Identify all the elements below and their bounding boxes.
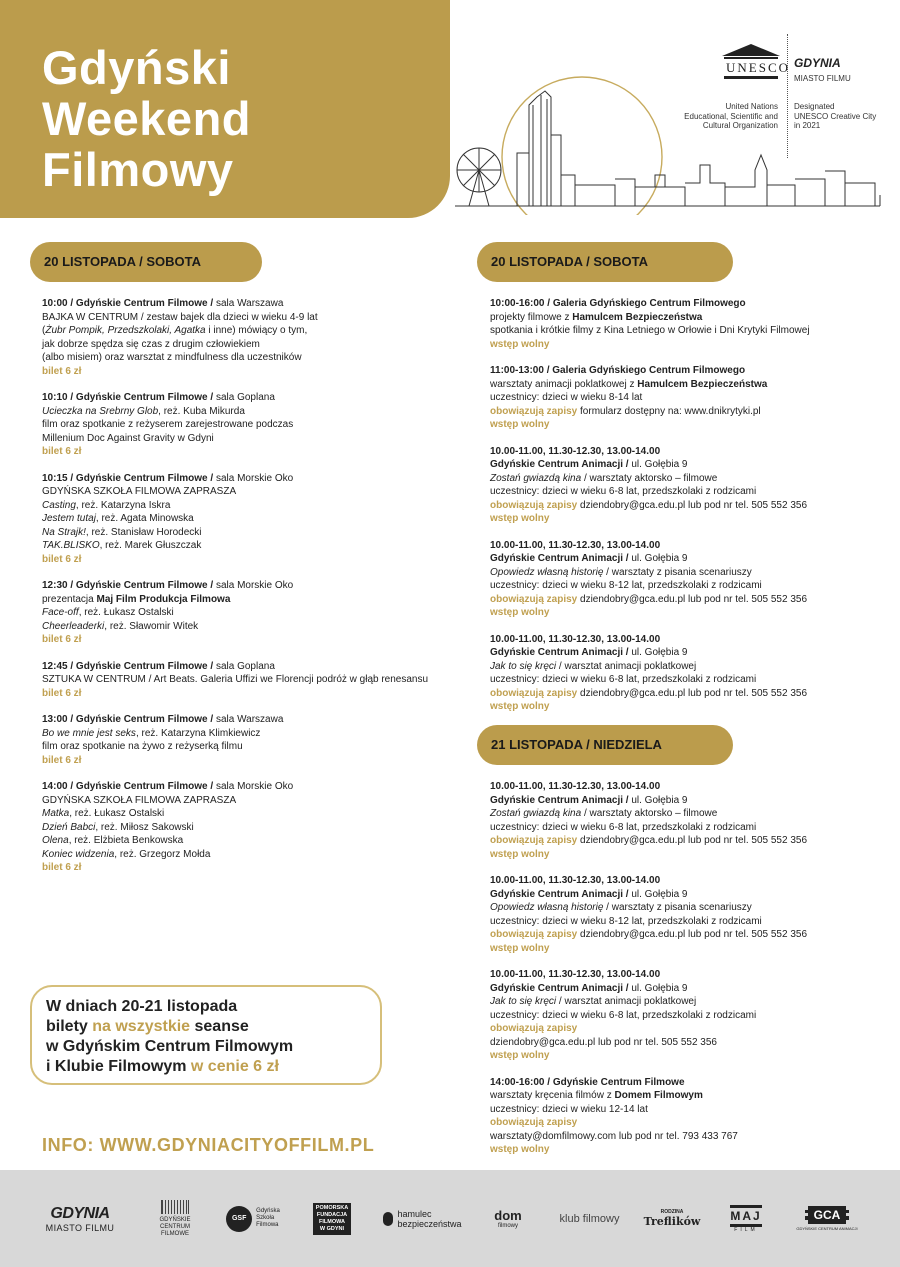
gdynia-miasto-filmu-logo [40, 1170, 120, 1267]
event-line: GDYŃSKA SZKOŁA FILMOWA ZAPRASZA [42, 486, 237, 497]
event-address: ul. Gołębia 9 [628, 647, 688, 658]
event-line [42, 834, 442, 848]
gcf-barcode-icon [161, 1200, 189, 1214]
left-schedule [42, 297, 442, 888]
event-organizer: Maj Film Produkcja Filmowa [96, 593, 231, 605]
logo-text: hamulec [397, 1208, 432, 1219]
gdynska-szkola-filmowa-logo [218, 1170, 288, 1267]
event-line [490, 472, 890, 486]
event-title: Opowiedz własną historię [490, 902, 604, 913]
event-organizer: Domem Filmowym [614, 1090, 703, 1101]
event-time: 10.00-11.00, 11.30-12.30, 13.00-14.00 [490, 633, 661, 645]
event-line: warsztaty@domfilmowy.com lub pod nr tel. 793 433 767 [490, 1130, 738, 1142]
event-text: , reż. Grzegorz Mołda [114, 848, 211, 860]
logo-block [313, 1203, 351, 1235]
event-place: Gdyńskie Centrum Animacji / [490, 982, 629, 994]
event-line [42, 620, 442, 634]
event-line [490, 566, 890, 580]
event-line [42, 499, 442, 513]
event-line [42, 606, 442, 620]
event-text: dziendobry@gca.edu.pl lub pod nr tel. 505 552 356 [577, 593, 808, 605]
event-item [490, 364, 890, 432]
event-line [490, 593, 890, 607]
title-line: Weekend [42, 92, 251, 145]
event-item [42, 780, 442, 875]
event-line: SZTUKA W CENTRUM / Art Beats. Galeria Uffizi we Florencji podróż w głąb renesansu [42, 674, 429, 685]
event-item [42, 297, 442, 378]
title-line: Gdyński [42, 41, 231, 94]
promo-highlight: w cenie 6 zł [190, 1058, 279, 1075]
right-schedule-saturday [490, 297, 890, 727]
dom-filmowy-logo [488, 1170, 528, 1267]
event-room: sala Goplana [213, 392, 275, 403]
event-line [490, 928, 890, 942]
event-text: , reż. Miłosz Sakowski [95, 821, 194, 833]
logo-text: dom [494, 1208, 522, 1223]
event-line: uczestnicy: dzieci w wieku 6-8 lat, przedszkolaki z rodzicami [490, 1009, 757, 1021]
event-text: dziendobry@gca.edu.pl lub pod nr tel. 505 552 356 [577, 687, 808, 699]
event-title: Zostań gwiazdą kina [490, 808, 582, 819]
logo-text: Filmowa [256, 1222, 279, 1228]
logo-text: bezpieczeństwa [397, 1218, 462, 1229]
free-entry: wstęp wolny [490, 607, 550, 618]
page-title [42, 42, 251, 195]
event-line [490, 1089, 890, 1103]
event-title: Casting [42, 499, 76, 511]
event-line [42, 512, 442, 526]
designation-line: in 2021 [794, 121, 821, 130]
maj-film-logo [726, 1170, 766, 1267]
event-line: uczestnicy: dzieci w wieku 8-14 lat [490, 392, 643, 403]
event-time-place: 11:00-13:00 / Galeria Gdyńskiego Centrum Filmowego [490, 365, 746, 376]
event-text: dziendobry@gca.edu.pl lub pod nr tel. 505 552 356 [577, 929, 808, 940]
event-time-place: 10:10 / Gdyńskie Centrum Filmowe / [42, 392, 214, 403]
logo-text: CENTRUM [160, 1223, 190, 1230]
event-line: uczestnicy: dzieci w wieku 8-12 lat, przedszkolaki z rodzicami [490, 580, 762, 591]
event-item [42, 391, 442, 459]
unesco-creative-city-badge [680, 42, 880, 162]
free-entry: wstęp wolny [490, 942, 550, 954]
logo-text: FUNDACJA [316, 1211, 348, 1218]
gdynskie-centrum-filmowe-logo [150, 1170, 200, 1267]
event-place: Gdyńskie Centrum Animacji / [490, 794, 629, 806]
event-text: / warsztaty z pisania scenariuszy [603, 902, 752, 913]
divider [787, 34, 788, 158]
event-line: (albo misiem) oraz warsztat z mindfulness dla uczestników [42, 352, 302, 363]
event-line [42, 324, 442, 338]
logo-text-block [256, 1208, 280, 1229]
event-time: 10.00-11.00, 11.30-12.30, 13.00-14.00 [490, 445, 661, 457]
event-room: sala Warszawa [213, 298, 284, 309]
promo-line: W dniach 20-21 listopada [46, 998, 238, 1015]
unesco-wordmark: UNESCO [726, 60, 791, 75]
event-text: projekty filmowe z [490, 311, 573, 323]
event-time-place: 14:00 / Gdyńskie Centrum Filmowe / [42, 781, 214, 792]
event-text: dziendobry@gca.edu.pl lub pod nr tel. 505 552 356 [577, 499, 808, 511]
event-text: , reż. Katarzyna Klimkiewicz [135, 727, 261, 739]
event-address: ul. Gołębia 9 [628, 553, 688, 564]
rodzina-treflikow-logo [642, 1170, 702, 1267]
logo-text: W GDYNI [319, 1225, 345, 1232]
title-line: Filmowy [42, 143, 234, 196]
free-entry: wstęp wolny [490, 419, 550, 430]
free-entry: wstęp wolny [490, 513, 550, 524]
event-text: ( [42, 325, 46, 336]
registration-required: obowiązują zapisy [490, 405, 578, 417]
event-text: dziendobry@gca.edu.pl lub pod nr tel. 505 552 356 [577, 835, 808, 846]
event-text: warsztaty animacji poklatkowej z [490, 378, 638, 390]
hero-banner [0, 0, 450, 218]
event-title: Jak to się kręci [490, 660, 557, 672]
sponsor-footer [0, 1170, 900, 1267]
logo-text: FILMOWA [319, 1218, 345, 1225]
event-line [42, 727, 442, 741]
logo-text: Treflików [643, 1215, 701, 1228]
event-line [490, 834, 890, 848]
event-organizer: Hamulcem Bezpieczeństwa [637, 378, 768, 390]
event-organizer: Hamulcem Bezpieczeństwa [572, 311, 703, 323]
unesco-org-line: United Nations [725, 102, 778, 111]
event-room: sala Goplana [213, 660, 275, 672]
event-item [42, 660, 442, 701]
promo-text: seanse [190, 1018, 249, 1035]
event-place: Gdyńskie Centrum Animacji / [490, 888, 629, 900]
event-text: / warsztaty aktorsko – filmowe [581, 472, 718, 484]
event-line [490, 311, 890, 325]
logo-text: MIASTO FILMU [45, 1222, 115, 1233]
event-address: ul. Gołębia 9 [628, 459, 688, 470]
ticket-price: bilet 6 zł [42, 862, 82, 873]
logo-text: RODZINA [660, 1209, 684, 1215]
event-line: film oraz spotkanie z reżyserem zarejestrowane podczas [42, 419, 294, 430]
ticket-price: bilet 6 zł [42, 365, 82, 377]
event-text: / warsztat animacji poklatkowej [556, 996, 697, 1007]
event-room: sala Morskie Oko [213, 580, 294, 591]
event-line: uczestnicy: dzieci w wieku 6-8 lat, przedszkolaki z rodzicami [490, 674, 757, 685]
event-line: spotkania i krótkie filmy z Kina Letniego w Orłowie i Dni Krytyki Filmowej [490, 325, 810, 336]
designation-line: Designated [794, 102, 835, 111]
unesco-org-name [680, 102, 778, 131]
registration-required: obowiązują zapisy [490, 499, 578, 511]
free-entry: wstęp wolny [490, 701, 550, 712]
ticket-price: bilet 6 zł [42, 687, 82, 699]
ticket-promo-box [30, 985, 382, 1085]
event-line [42, 405, 442, 419]
event-line [490, 660, 890, 674]
event-text: , reż. Sławomir Witek [104, 620, 199, 632]
event-text: i inne) mówiący o tym, [205, 325, 308, 336]
registration-required: obowiązują zapisy [490, 1023, 578, 1034]
info-website-link[interactable]: INFO: WWW.GDYNIACITYOFFILM.PL [42, 1135, 375, 1155]
event-title: Na Strajk! [42, 526, 86, 538]
logo-text: filmowy [497, 1223, 518, 1229]
event-title: Bo we mnie jest seks [42, 727, 136, 739]
day-header-saturday: 20 LISTOPADA / SOBOTA [30, 242, 262, 282]
event-item [42, 579, 442, 647]
event-text: / warsztat animacji poklatkowej [556, 660, 697, 672]
event-line: Millenium Doc Against Gravity w Gdyni [42, 432, 214, 444]
event-item [490, 874, 890, 955]
klub-filmowy-logo: klub filmowy [559, 1212, 620, 1225]
event-room: sala Morskie Oko [213, 472, 294, 484]
event-line: GDYŃSKA SZKOŁA FILMOWA ZAPRASZA [42, 794, 237, 806]
event-title: Zostań gwiazdą kina [490, 472, 582, 484]
logo-text: GCA [805, 1206, 850, 1224]
event-line [490, 499, 890, 513]
promo-text: bilety [46, 1018, 93, 1035]
event-time: 10.00-11.00, 11.30-12.30, 13.00-14.00 [490, 781, 661, 792]
event-item [490, 633, 890, 714]
event-line [42, 526, 442, 540]
event-item [490, 1076, 890, 1157]
event-line: film oraz spotkanie na żywo z reżyserką filmu [42, 741, 243, 752]
event-line [490, 405, 890, 419]
event-title: Cheerleaderki [42, 620, 105, 632]
event-item [42, 472, 442, 567]
event-line [490, 807, 890, 821]
promo-text: i Klubie Filmowym [46, 1058, 191, 1075]
event-line [490, 995, 890, 1009]
gdynia-logo: GDYNIA [794, 56, 841, 70]
ticket-price: bilet 6 zł [42, 634, 82, 645]
pomorska-fundacja-filmowa-logo [312, 1170, 352, 1267]
event-title: Opowiedz własną historię [490, 566, 604, 578]
ticket-price: bilet 6 zł [42, 553, 82, 565]
event-title: Jak to się kręci [490, 996, 557, 1007]
event-time-place: 10:00 / Gdyńskie Centrum Filmowe / [42, 298, 214, 309]
event-text: , reż. Łukasz Ostalski [69, 808, 165, 819]
event-time-place: 14:00-16:00 / Gdyńskie Centrum Filmowe [490, 1076, 685, 1088]
event-text: , reż. Agata Minowska [95, 513, 194, 524]
event-address: ul. Gołębia 9 [628, 982, 688, 994]
event-place: Gdyńskie Centrum Animacji / [490, 647, 629, 658]
event-room: sala Morskie Oko [213, 781, 294, 792]
event-text: , reż. Katarzyna Iskra [75, 499, 171, 511]
event-room: sala Warszawa [213, 714, 284, 725]
event-place: Gdyńskie Centrum Animacji / [490, 553, 629, 564]
promo-highlight: na wszystkie [92, 1018, 191, 1035]
event-text: , reż. Elżbieta Benkowska [68, 835, 184, 846]
designation-line: UNESCO Creative City [794, 111, 877, 121]
promo-line [46, 1057, 366, 1077]
event-line [42, 848, 442, 862]
event-line [490, 687, 890, 701]
unesco-org-line: Cultural Organization [702, 121, 778, 130]
logo-text: FILM [734, 1226, 758, 1233]
right-schedule-sunday [490, 780, 890, 1170]
logo-text: FILMOWE [161, 1230, 189, 1237]
event-line [42, 539, 442, 553]
event-line [490, 378, 890, 392]
day-header-sunday: 21 LISTOPADA / NIEDZIELA [477, 725, 733, 765]
event-line: BAJKA W CENTRUM / zestaw bajek dla dzieci w wieku 4-9 lat [42, 311, 318, 323]
ticket-price: bilet 6 zł [42, 446, 82, 457]
event-text: , reż. Łukasz Ostalski [78, 607, 174, 618]
gsf-mark-icon: GSF [226, 1206, 252, 1232]
event-text: , reż. Kuba Mikurda [158, 405, 245, 417]
event-item [490, 968, 890, 1063]
event-text: / warsztaty aktorsko – filmowe [581, 808, 718, 819]
event-time: 10.00-11.00, 11.30-12.30, 13.00-14.00 [490, 875, 661, 886]
hamulec-mark-icon [383, 1212, 393, 1226]
event-line: uczestnicy: dzieci w wieku 6-8 lat, przedszkolaki z rodzicami [490, 486, 757, 497]
event-text: / warsztaty z pisania scenariuszy [603, 566, 752, 578]
event-title: Face-off [42, 607, 79, 618]
event-text: warsztaty kręcenia filmów z [490, 1090, 615, 1101]
unesco-org-line: Educational, Scientific and [684, 111, 778, 121]
event-time-place: 10:15 / Gdyńskie Centrum Filmowe / [42, 472, 214, 484]
event-title: Jestem tutaj [42, 513, 96, 524]
event-title: Matka [42, 808, 70, 819]
logo-text: POMORSKA [315, 1204, 349, 1211]
event-line [490, 901, 890, 915]
logo-text-block [397, 1209, 461, 1229]
event-text: formularz dostępny na: www.dnikrytyki.pl [577, 405, 761, 417]
logo-text: Szkoła [256, 1215, 275, 1221]
event-time-place: 12:45 / Gdyńskie Centrum Filmowe / [42, 660, 214, 672]
event-item [490, 445, 890, 526]
registration-required: obowiązują zapisy [490, 687, 578, 699]
free-entry: wstęp wolny [490, 338, 550, 350]
event-item [490, 297, 890, 351]
event-title: Olena [42, 835, 69, 846]
event-address: ul. Gołębia 9 [628, 794, 688, 806]
event-title: Ucieczka na Srebrny Glob [42, 405, 159, 417]
logo-text: GDYŃSKIE [159, 1216, 191, 1223]
free-entry: wstęp wolny [490, 1144, 550, 1155]
registration-required: obowiązują zapisy [490, 835, 578, 846]
event-text: , reż. Marek Głuszczak [99, 540, 202, 551]
hamulec-bezpieczenstwa-logo [375, 1170, 470, 1267]
event-line: jak dobrze spędza się czas z drugim człowiekiem [42, 338, 260, 350]
event-time: 10.00-11.00, 11.30-12.30, 13.00-14.00 [490, 969, 661, 980]
event-line [42, 593, 442, 607]
gca-logo [796, 1170, 858, 1267]
logo-text: GDYNIA [50, 1204, 110, 1222]
logo-text: Gdyńska [256, 1208, 280, 1214]
event-title: Dzień Babci [42, 821, 96, 833]
event-address: ul. Gołębia 9 [628, 888, 688, 900]
registration-required: obowiązują zapisy [490, 1117, 578, 1128]
ticket-price: bilet 6 zł [42, 754, 82, 766]
logo-text: MAJ [730, 1205, 761, 1227]
event-text: , reż. Stanisław Horodecki [85, 526, 202, 538]
promo-line: w Gdyńskim Centrum Filmowym [46, 1038, 294, 1055]
event-title: TAK.BLISKO [42, 540, 100, 551]
logo-text: GDYŃSKIE CENTRUM ANIMACJI [796, 1226, 858, 1231]
designation-text [794, 102, 876, 131]
event-title: Koniec widzenia [42, 848, 115, 860]
event-item [490, 780, 890, 861]
event-line: uczestnicy: dzieci w wieku 6-8 lat, przedszkolaki z rodzicami [490, 821, 757, 833]
free-entry: wstęp wolny [490, 1050, 550, 1061]
event-line: dziendobry@gca.edu.pl lub pod nr tel. 505 552 356 [490, 1036, 717, 1048]
event-item [490, 539, 890, 620]
event-place: Gdyńskie Centrum Animacji / [490, 459, 629, 470]
registration-required: obowiązują zapisy [490, 593, 578, 605]
registration-required: obowiązują zapisy [490, 929, 578, 940]
event-time-place: 12:30 / Gdyńskie Centrum Filmowe / [42, 580, 214, 591]
day-header-saturday: 20 LISTOPADA / SOBOTA [477, 242, 733, 282]
promo-line [46, 1017, 366, 1037]
event-time-place: 13:00 / Gdyńskie Centrum Filmowe / [42, 714, 214, 725]
event-line: uczestnicy: dzieci w wieku 12-14 lat [490, 1103, 648, 1115]
event-item [42, 713, 442, 767]
free-entry: wstęp wolny [490, 848, 550, 860]
event-line [42, 807, 442, 821]
event-text: prezentacja [42, 593, 97, 605]
event-title: Żubr Pompik, Przedszkolaki, Agatka [45, 325, 206, 336]
event-line [42, 821, 442, 835]
event-time: 10.00-11.00, 11.30-12.30, 13.00-14.00 [490, 539, 661, 551]
event-time-place: 10:00-16:00 / Galeria Gdyńskiego Centrum Filmowego [490, 298, 746, 309]
gdynia-logo-subtitle: MIASTO FILMU [794, 74, 851, 83]
event-line: uczestnicy: dzieci w wieku 8-12 lat, przedszkolaki z rodzicami [490, 915, 762, 927]
